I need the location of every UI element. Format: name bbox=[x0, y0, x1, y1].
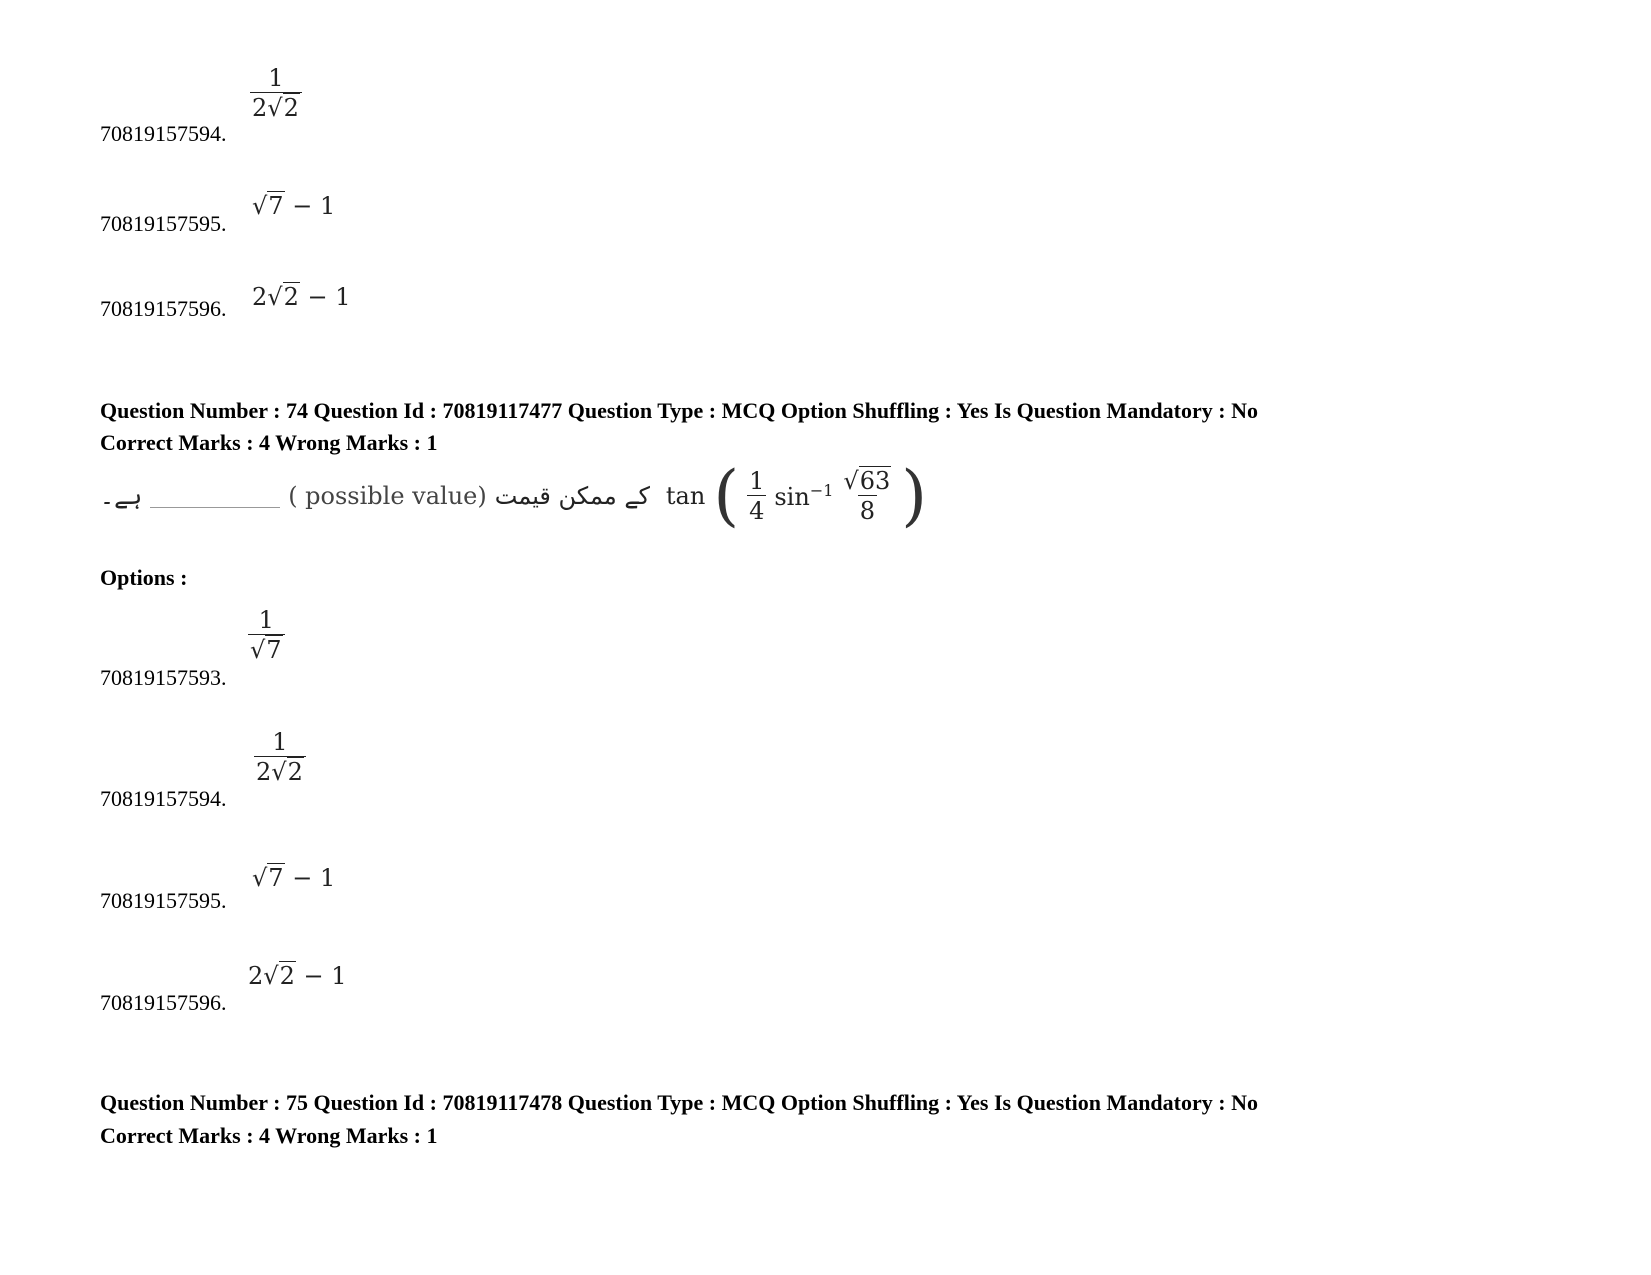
option-id: 70819157594. bbox=[100, 786, 227, 811]
option-id: 70819157594. bbox=[100, 121, 227, 146]
math-rest: − 1 bbox=[292, 864, 336, 892]
option-id: 70819157595. bbox=[100, 211, 227, 236]
option-id: 70819157596. bbox=[100, 990, 227, 1015]
option-math: √7 − 1 bbox=[252, 864, 336, 892]
coef: 2 bbox=[248, 962, 264, 990]
radicand: 2 bbox=[283, 94, 299, 122]
possible-value-text: ( possible value) bbox=[288, 482, 487, 510]
radicand: 7 bbox=[268, 864, 284, 892]
question-text: ہے۔ ( possible value) کے ممکن قیمت tan ( $\frac{1}{4}$ $\sin^{-1}$ $\frac{√63}{8}$ ) bbox=[100, 457, 927, 534]
option-math: $\frac{1}{2√2}$ bbox=[254, 728, 306, 787]
urdu-text: ہے۔ bbox=[100, 482, 143, 510]
radicand: 2 bbox=[287, 758, 303, 786]
option-math: $\frac{1}{2√2}$ bbox=[250, 64, 302, 123]
option-math: 2√2 − 1 bbox=[248, 962, 347, 990]
options-label: Options : bbox=[100, 565, 188, 590]
left-paren: ( bbox=[713, 457, 740, 534]
denominator: 4 bbox=[749, 496, 765, 525]
inverse-exponent: −1 bbox=[809, 481, 834, 500]
question-marks: Correct Marks : 4 Wrong Marks : 1 bbox=[100, 430, 438, 455]
radicand: 7 bbox=[268, 192, 284, 220]
radicand: 2 bbox=[283, 283, 299, 311]
numerator: 1 bbox=[749, 466, 765, 495]
right-paren: ) bbox=[901, 457, 927, 534]
radicand: 2 bbox=[279, 962, 295, 990]
radicand: 7 bbox=[266, 636, 282, 664]
option-math: √7 − 1 bbox=[252, 192, 336, 220]
numerator: 1 bbox=[258, 606, 274, 634]
denominator: 8 bbox=[859, 496, 875, 525]
option-math: 2√2 − 1 bbox=[252, 283, 351, 311]
numerator: 1 bbox=[272, 728, 288, 756]
radicand: 63 bbox=[859, 466, 891, 495]
math-rest: − 1 bbox=[292, 192, 336, 220]
coef: 2 bbox=[252, 283, 268, 311]
numerator: 1 bbox=[268, 64, 284, 92]
coef: 2 bbox=[252, 94, 268, 122]
option-id: 70819157595. bbox=[100, 888, 227, 913]
option-id: 70819157593. bbox=[100, 665, 227, 690]
question-header: Question Number : 74 Question Id : 70819117477 Question Type : MCQ Option Shuffling : Yes Is Question Mandatory : No bbox=[100, 398, 1258, 423]
sin-function: sin bbox=[774, 483, 810, 511]
math-rest: − 1 bbox=[307, 283, 351, 311]
urdu-text: کے ممکن قیمت bbox=[494, 482, 650, 510]
tan-function: tan bbox=[665, 482, 706, 510]
question-header: Question Number : 75 Question Id : 70819117478 Question Type : MCQ Option Shuffling : Yes Is Question Mandatory : No bbox=[100, 1090, 1258, 1115]
question-marks: Correct Marks : 4 Wrong Marks : 1 bbox=[100, 1123, 438, 1148]
answer-blank bbox=[150, 485, 280, 508]
math-rest: − 1 bbox=[303, 962, 347, 990]
coef: 2 bbox=[256, 758, 272, 786]
option-math: $\frac{1}{√7}$ bbox=[248, 606, 285, 665]
option-id: 70819157596. bbox=[100, 296, 227, 321]
